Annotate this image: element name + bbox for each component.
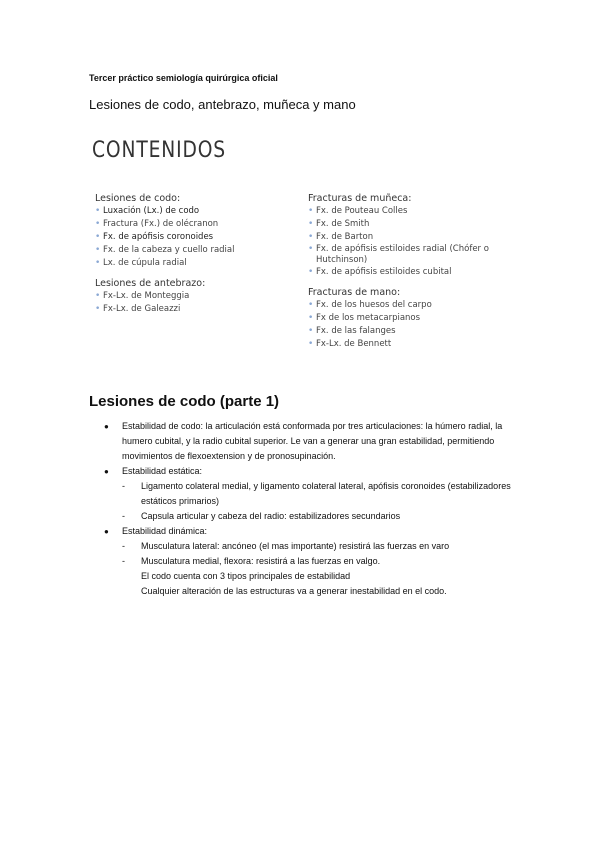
- bullet-item: ● Estabilidad dinámica:: [89, 524, 529, 539]
- slide-item: • Fx. de apófisis coronoides: [95, 231, 295, 244]
- paragraph-line: El codo cuenta con 3 tipos principales de estabilidad: [141, 571, 351, 581]
- sub-bullet-item: - Capsula articular y cabeza del radio: estabilizadores secundarios: [89, 509, 529, 524]
- bullet-item: ● Estabilidad estática:: [89, 464, 529, 479]
- slide-item: • Fx. de apófisis estiloides cubital: [308, 266, 523, 279]
- slide-group: [95, 193, 295, 270]
- bullet-item: ● Estabilidad de codo: la articulación está conformada por tres articulaciones: la húmero radial, la humero cubital, y la radio cubital superior. Le van a generar una gran estabilidad, permitiendo movimientos de flexoextension y de pronosupinación.: [89, 419, 529, 464]
- sub-bullet-item: - Ligamento colateral medial, y ligamento colateral lateral, apófisis coronoides (estabilizadores estáticos primarios): [89, 479, 529, 509]
- slide-item: • Fx de los metacarpianos: [308, 312, 523, 325]
- slide-item: • Fx. de Barton: [308, 231, 523, 244]
- slide-group: [308, 287, 523, 351]
- document-pretitle: Tercer práctico semiología quirúrgica oficial: [89, 73, 278, 83]
- slide-item: • Fx. de los huesos del carpo: [308, 299, 523, 312]
- slide-item: • Fx-Lx. de Galeazzi: [95, 303, 295, 316]
- slide-item: • Fx. de Pouteau Colles: [308, 205, 523, 218]
- sub-bullet-item: - Musculatura lateral: ancóneo (el mas importante) resistirá las fuerzas en varo: [89, 539, 529, 554]
- section-body: [89, 419, 529, 599]
- slide-group: [95, 278, 295, 316]
- slide-item: • Fx. de apófisis estiloides radial (Chófer o Hutchinson): [308, 244, 523, 266]
- slide-left-column: [95, 193, 295, 324]
- sub-bullet-item: - Musculatura medial, flexora: resistirá a las fuerzas en valgo.: [89, 554, 529, 569]
- slide-group-heading: Fracturas de muñeca:: [308, 193, 412, 204]
- slide-item: • Luxación (Lx.) de codo: [95, 205, 295, 218]
- slide-group-heading: Lesiones de codo:: [95, 193, 181, 204]
- slide-item: • Fx. de Smith: [308, 218, 523, 231]
- slide-right-column: [308, 193, 523, 359]
- contents-slide-image: [89, 130, 531, 368]
- slide-item: • Lx. de cúpula radial: [95, 257, 295, 270]
- slide-item: • Fx-Lx. de Bennett: [308, 338, 523, 351]
- document-subtitle: Lesiones de codo, antebrazo, muñeca y mano: [89, 97, 356, 112]
- slide-item: • Fx-Lx. de Monteggia: [95, 290, 295, 303]
- slide-group: [308, 193, 523, 279]
- slide-item: • Fx. de la cabeza y cuello radial: [95, 244, 295, 257]
- slide-group-heading: Fracturas de mano:: [308, 287, 401, 298]
- slide-item: • Fractura (Fx.) de olécranon: [95, 218, 295, 231]
- slide-group-heading: Lesiones de antebrazo:: [95, 278, 206, 289]
- paragraph-line: Cualquier alteración de las estructuras va a generar inestabilidad en el codo.: [141, 586, 447, 596]
- section-heading: Lesiones de codo (parte 1): [89, 393, 280, 410]
- slide-item: • Fx. de las falanges: [308, 325, 523, 338]
- slide-title: CONTENIDOS: [92, 138, 226, 163]
